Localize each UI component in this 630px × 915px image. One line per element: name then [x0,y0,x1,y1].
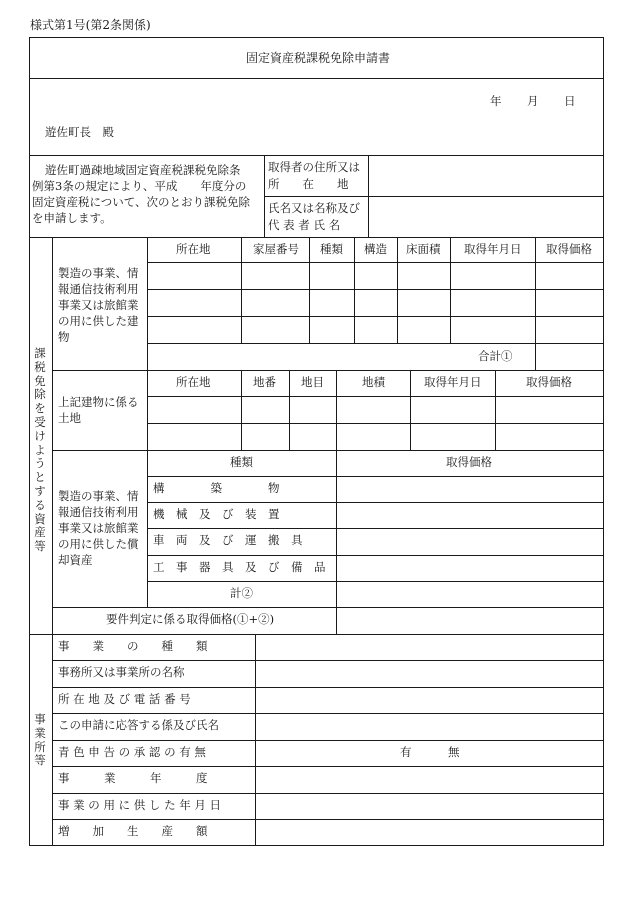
business-row-type: 事 業 の 種 類 [58,639,208,653]
business-row-blue-return: 青 色 申 告 の 承 認 の 有 無 [58,745,206,759]
declaration-line: 固定資産税について、次のとおり課税免除 [32,195,251,209]
depreciable-label-line: 却資産 [58,553,93,567]
business-section-label: 事業所等 [34,712,46,768]
buildings-header-acquired-price: 取得価格 [546,242,592,256]
requirement-price-label: 要件判定に係る取得価格(①+②) [106,612,275,626]
date-month-field[interactable]: 月 [527,94,539,108]
form-title: 固定資産税課税免除申請書 [246,51,391,65]
buildings-label-line: 事業又は旅館業 [58,298,139,312]
addressee: 遊佐町長 殿 [45,125,114,139]
land-header-area: 地積 [362,375,385,389]
depreciable-label-line: の用に供した償 [58,537,139,551]
date-year-field[interactable]: 年 [490,94,502,108]
depreciable-label-line: 事業又は旅館業 [58,521,139,535]
applicant-address-label: 取得者の住所又は [268,160,360,174]
land-label-line: 上記建物に係る [58,395,139,409]
depreciable-subtotal-label: 計② [230,586,253,600]
business-row-office-name: 事務所又は事業所の名称 [58,665,185,679]
land-header-acquired-price: 取得価格 [526,375,572,389]
blue-return-yes-option[interactable]: 有 [400,745,412,759]
buildings-label-line: 物 [58,330,70,344]
depreciable-header-type: 種類 [230,455,253,469]
applicant-address-field[interactable] [369,156,603,196]
depreciable-label-line: 製造の事業、情 [58,489,139,503]
business-row-contact: この申請に応答する係及び氏名 [58,718,219,732]
applicant-address-label: 所 在 地 [268,177,349,191]
applicant-name-label: 代 表 者 氏 名 [268,218,341,232]
depreciable-item-tools: 工 事 器 具 及 び 備 品 [153,560,326,574]
depreciable-header-price: 取得価格 [446,455,492,469]
form-number: 様式第1号(第2条関係) [30,18,151,32]
buildings-header-acquired-date: 取得年月日 [464,242,522,256]
buildings-subtotal-field[interactable] [536,344,603,370]
buildings-header-floor-area: 床面積 [406,242,441,256]
land-header-location: 所在地 [176,375,211,389]
buildings-label-line: 製造の事業、情 [58,266,139,280]
buildings-label-line: の用に供した建 [58,314,139,328]
land-header-land-category: 地目 [301,375,324,389]
date-day-field[interactable]: 日 [564,94,576,108]
depreciable-label-line: 報通信技術利用 [58,505,139,519]
declaration-line: を申請します。 [32,211,112,225]
buildings-subtotal-label: 合計① [478,349,513,363]
depreciable-item-machinery: 機 械 及 び 装 置 [153,507,280,521]
blue-return-no-option[interactable]: 無 [448,745,460,759]
land-header-lot-number: 地番 [253,375,276,389]
depreciable-item-vehicles: 車 両 及 び 運 搬 具 [153,533,303,547]
buildings-header-location: 所在地 [176,242,211,256]
declaration-line: 遊佐町過疎地域固定資産税課税免除条 [45,163,241,177]
buildings-header-house-number: 家屋番号 [253,242,299,256]
requirement-price-field[interactable] [337,608,603,634]
business-row-production-increase: 増 加 生 産 額 [58,824,208,838]
land-label-line: 土地 [58,411,81,425]
depreciable-item-structures: 構 築 物 [153,481,280,495]
land-header-acquired-date: 取得年月日 [424,375,482,389]
business-row-service-date: 事 業 の 用 に 供 し た 年 月 日 [58,798,222,812]
declaration-line: 例第3条の規定により、平成 年度分の [32,179,247,193]
assets-section-label: 課税免除を受けようとする資産等 [34,346,46,554]
business-row-fiscal-year: 事 業 年 度 [58,771,208,785]
applicant-name-field[interactable] [369,197,603,237]
business-row-address-phone: 所 在 地 及 び 電 話 番 号 [58,692,191,706]
buildings-header-type: 種類 [320,242,343,256]
applicant-name-label: 氏名又は名称及び [268,201,360,215]
buildings-label-line: 報通信技術利用 [58,282,139,296]
buildings-header-structure: 構造 [364,242,387,256]
